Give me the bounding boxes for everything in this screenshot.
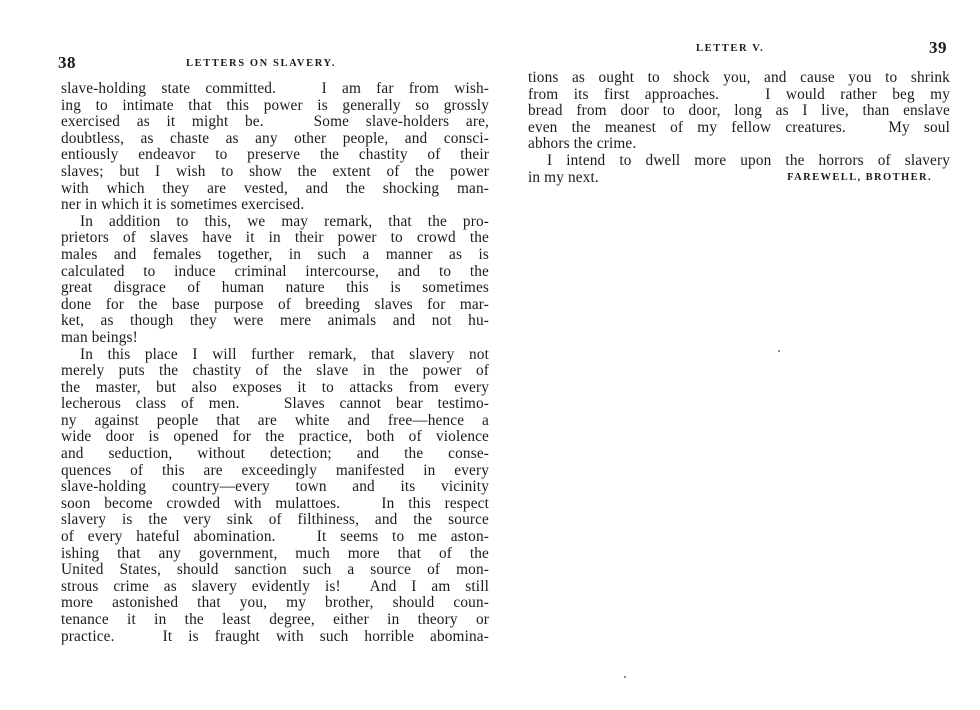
paper-speck	[778, 350, 780, 352]
text-line: slave-holding state committed. I am far from wish-	[61, 80, 489, 97]
right-body-text	[528, 70, 950, 170]
text-line: practice. It is fraught with such horrible abomina-	[61, 627, 489, 645]
right-running-head: LETTER V.	[696, 43, 765, 54]
text-line: ny against people that are white and free—hence a	[61, 411, 489, 429]
text-line: abhors the crime.	[528, 135, 637, 153]
paper-speck	[624, 676, 626, 678]
text-line: tions as ought to shock you, and cause you to shrink	[528, 69, 950, 86]
text-line: males and females together, in such a manner as is	[61, 245, 489, 263]
text-line: In addition to this, we may remark, that the pro-	[80, 212, 489, 230]
text-line: from its first approaches. I would rather beg my	[528, 85, 950, 103]
right-page	[500, 0, 980, 710]
text-line: strous crime as slavery evidently is! And I am still	[61, 577, 489, 595]
closing-text: in my next.	[528, 168, 599, 186]
text-line: United States, should sanction such a source of mon-	[61, 561, 489, 579]
signoff: FAREWELL, BROTHER.	[787, 171, 932, 183]
text-line: slaves; but I wish to show the extent of the power	[61, 162, 489, 180]
text-line: even the meanest of my fellow creatures. My soul	[528, 118, 950, 136]
text-line: merely puts the chastity of the slave in the power of	[61, 362, 489, 380]
text-line: ishing that any government, much more that of the	[61, 544, 489, 562]
text-line: done for the base purpose of breeding slaves for mar-	[61, 295, 489, 313]
right-page-number: 39	[929, 38, 947, 57]
text-line: calculated to induce criminal intercourse, and to the	[61, 262, 489, 280]
left-page-number: 38	[58, 53, 76, 72]
text-line: wide door is opened for the practice, both of violence	[61, 428, 489, 446]
text-line: more astonished that you, my brother, should coun-	[61, 594, 489, 612]
text-line: slavery is the very sink of filthiness, and the source	[61, 511, 489, 529]
text-line: with which they are vested, and the shocking man-	[61, 179, 489, 197]
text-line: entiously endeavor to preserve the chastity of their	[61, 146, 489, 164]
closing-line	[528, 170, 950, 187]
text-line: exercised as it might be. Some slave-holders are,	[61, 113, 489, 131]
text-line: great disgrace of human nature this is sometimes	[61, 279, 489, 297]
text-line: ket, as though they were mere animals and not hu-	[61, 312, 489, 330]
text-line: of every hateful abomination. It seems to me aston-	[61, 528, 489, 546]
text-line: man beings!	[61, 328, 138, 346]
text-line: the master, but also exposes it to attacks from every	[61, 378, 489, 396]
text-line: slave-holding country—every town and its vicinity	[61, 478, 489, 496]
text-line: soon become crowded with mulattoes. In this respect	[61, 494, 489, 512]
text-line: and seduction, without detection; and the conse-	[61, 445, 489, 463]
text-line: I intend to dwell more upon the horrors of slavery	[547, 151, 950, 169]
text-line: prietors of slaves have it in their power to crowd the	[61, 229, 489, 247]
text-line: tenance it in the least degree, either in theory or	[61, 611, 489, 628]
text-line: ner in which it is sometimes exercised.	[61, 196, 305, 214]
text-line: lecherous class of men. Slaves cannot bear testimo-	[61, 395, 489, 413]
text-line: doubtless, as chaste as any other people, and consci-	[61, 129, 489, 147]
text-line: ing to intimate that this power is generally so grossly	[61, 96, 489, 114]
text-line: bread from door to door, long as I live, than enslave	[528, 102, 950, 120]
text-line: In this place I will further remark, that slavery not	[80, 345, 489, 363]
left-body-text	[61, 81, 489, 645]
left-running-head: LETTERS ON SLAVERY.	[186, 58, 336, 69]
text-line: quences of this are exceedingly manifested in every	[61, 461, 489, 479]
